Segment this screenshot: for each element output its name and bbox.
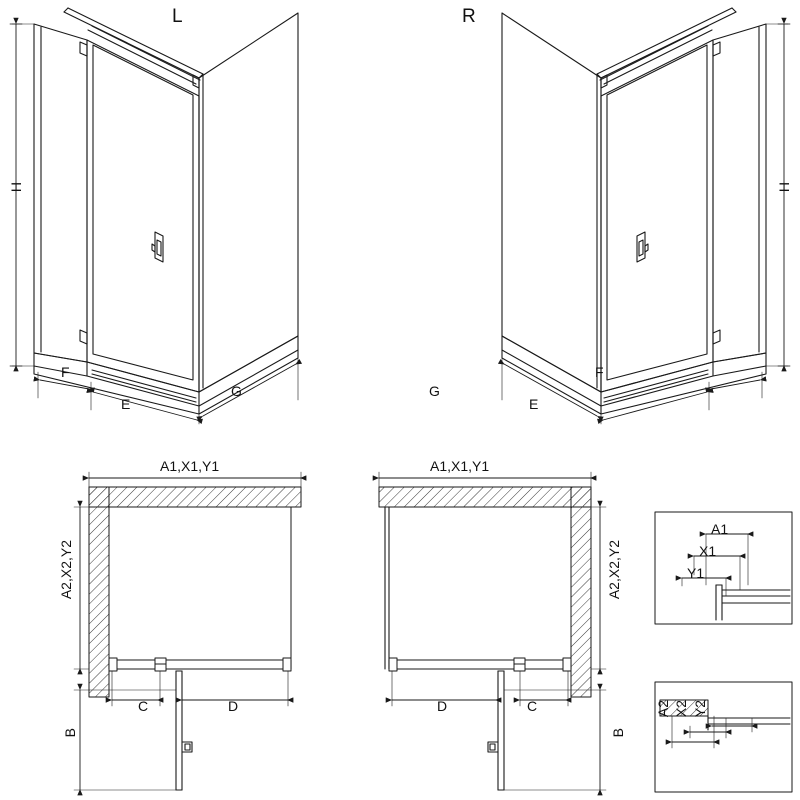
dimension-g-left: G: [231, 383, 242, 399]
dimension-e-left: E: [121, 396, 131, 412]
plan-right-c-dimension: C: [527, 698, 538, 714]
dimension-f-left: F: [61, 364, 70, 380]
iso-view-right: [502, 8, 790, 424]
plan-left-b-dimension: B: [62, 728, 78, 738]
dimension-g-right: G: [429, 383, 440, 399]
variant-label-left: L: [172, 6, 183, 27]
plan-left-side-dimension: A2,X2,Y2: [58, 540, 74, 600]
iso-view-left: [10, 8, 298, 424]
detail-bottom-y2-label: Y2: [692, 700, 708, 718]
detail-bottom-x2-label: X2: [673, 700, 689, 718]
plan-right-top-dimension: A1,X1,Y1: [430, 458, 490, 474]
dimension-e-right: E: [529, 396, 539, 412]
plan-right-b-dimension: B: [610, 728, 626, 738]
detail-top-y1-label: Y1: [687, 565, 705, 581]
plan-right-side-dimension: A2,X2,Y2: [606, 540, 622, 600]
detail-top-a1-label: A1: [711, 521, 729, 537]
variant-label-right: R: [462, 6, 476, 27]
dimension-h-left: H: [8, 182, 24, 193]
plan-left-d-dimension: D: [228, 698, 239, 714]
detail-top-x1-label: X1: [699, 543, 717, 559]
plan-left-top-dimension: A1,X1,Y1: [160, 458, 220, 474]
detail-bottom: [655, 682, 792, 792]
dimension-h-right: H: [776, 182, 792, 193]
plan-view-left: [74, 472, 301, 790]
dimension-f-right: F: [595, 364, 604, 380]
plan-right-d-dimension: D: [437, 698, 448, 714]
plan-view-right: [379, 472, 606, 790]
plan-left-c-dimension: C: [138, 698, 149, 714]
detail-bottom-a2-label: A2: [655, 700, 671, 718]
